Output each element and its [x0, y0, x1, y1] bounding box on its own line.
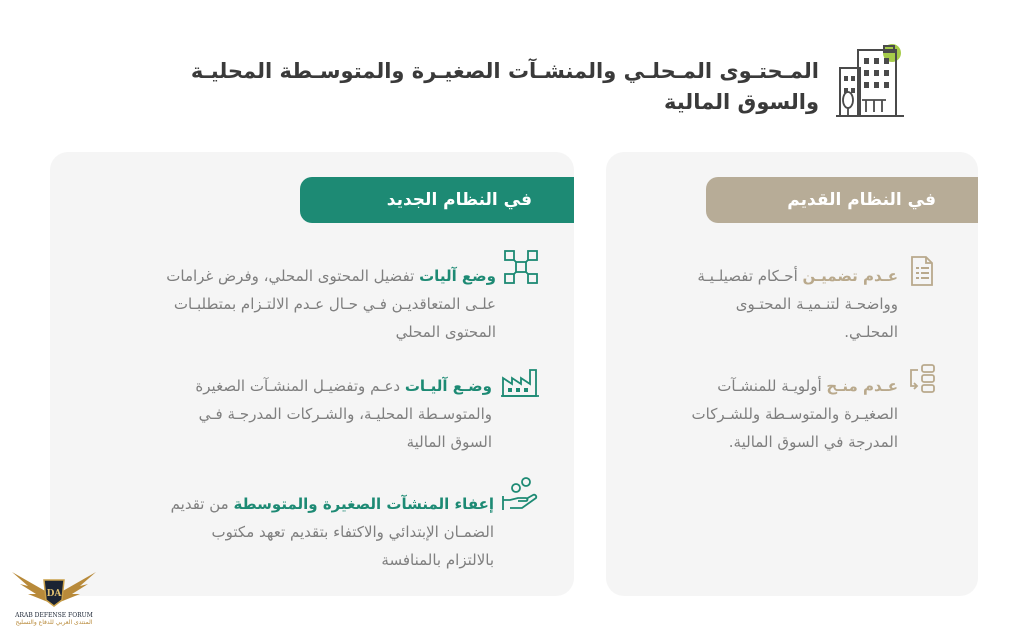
building-icon	[834, 42, 914, 118]
document-list-icon	[904, 254, 938, 288]
old-system-label: في النظام القديم	[706, 177, 978, 223]
old-item-2	[692, 372, 898, 456]
new-item-1-line-3: المحتوى المحلي	[395, 323, 496, 341]
old-item-1-line-3: المحلـي.	[844, 323, 898, 341]
new-item-3-line-3: بالالتزام بالمنافسة	[381, 551, 494, 569]
page-title-line-2: والسوق المالية	[664, 90, 819, 114]
new-item-2-line-1	[195, 372, 492, 400]
forum-name: ARAB DEFENSE FORUM	[15, 612, 93, 619]
page-title-line-1: المـحتـوى المـحلـي والمنشـآت الصغيـرة والمتوسـطة المحليـة	[190, 59, 819, 83]
stacked-transfer-icon	[904, 362, 938, 396]
old-item-2-line-1	[692, 372, 898, 400]
old-item-2-lead: عـدم منـح	[826, 377, 898, 395]
old-item-1-lead: عـدم تضميـن	[802, 267, 898, 285]
new-item-2	[195, 372, 492, 456]
new-item-3	[171, 490, 494, 574]
old-item-1	[697, 262, 898, 346]
new-item-1	[166, 262, 496, 346]
new-item-3-line-1	[171, 490, 494, 518]
old-item-1-line-1-text: أحـكام تفصيلـيـة	[697, 267, 803, 285]
eagle-wings-icon	[6, 566, 102, 608]
new-item-2-line-2: والمتوسـطة المحليـة، والشـركات المدرجـة فـي	[198, 405, 492, 423]
new-item-1-lead: وضع آليات	[419, 267, 496, 285]
old-item-2-line-2: الصغيـرة والمتوسـطة وللشـركات	[691, 405, 898, 423]
new-item-2-lead: وضـع آليـات	[404, 377, 492, 395]
old-item-1-line-2: وواضحـة لتنـميـة المحتـوى	[735, 295, 898, 313]
new-item-3-line-1-text: من تقديم	[170, 495, 234, 513]
forum-initials: DA	[46, 589, 62, 599]
hand-coins-icon	[500, 474, 540, 514]
forum-name-arabic: المنتدى العربي للدفاع والتسليح	[15, 619, 93, 626]
old-item-1-line-1	[697, 262, 898, 290]
old-item-2-line-3: المدرجة في السوق المالية.	[728, 433, 898, 451]
new-item-2-line-1-text: دعـم وتفضيـل المنشـآت الصغيرة	[195, 377, 405, 395]
new-item-1-line-1-text: تفضيل المحتوى المحلي، وفرض غرامات	[166, 267, 420, 285]
new-item-3-line-2: الضمـان الإبتدائي والاكتفاء بتقديم تعهد مكتوب	[211, 523, 494, 541]
network-cubes-icon	[502, 248, 540, 286]
factory-icon	[500, 364, 540, 400]
new-item-1-line-1	[166, 262, 496, 290]
new-system-label: في النظام الجديد	[300, 177, 574, 223]
page-title	[99, 56, 819, 118]
new-item-1-line-2: علـى المتعاقديـن فـي حـال عـدم الالتـزام بمتطلبـات	[173, 295, 496, 313]
new-item-3-lead: إعفاء المنشآت الصغيرة والمتوسطة	[233, 495, 494, 513]
old-item-2-line-1-text: أولويـة للمنشـآت	[717, 377, 827, 395]
forum-watermark-logo	[6, 566, 102, 630]
new-item-2-line-3: السوق المالية	[406, 433, 492, 451]
